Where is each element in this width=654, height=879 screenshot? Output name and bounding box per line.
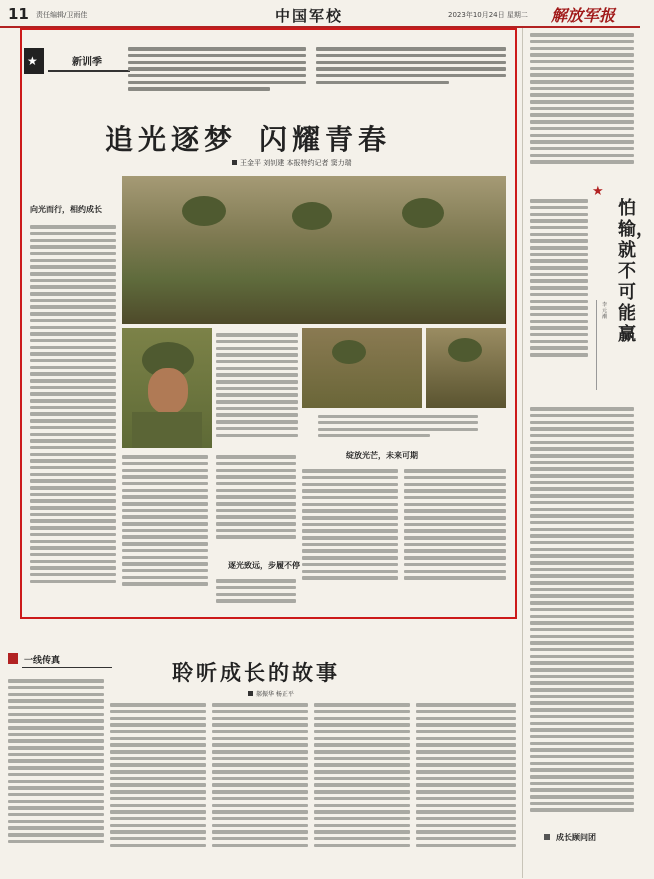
right-column-title: 怕输，就不可能赢 bbox=[618, 198, 654, 345]
tag-bar bbox=[8, 653, 18, 664]
headline-part-1: 追光逐梦 bbox=[105, 123, 238, 156]
training-photo-right bbox=[426, 328, 506, 408]
helmet-shape bbox=[292, 202, 332, 230]
masthead: 中国军校 bbox=[275, 7, 344, 25]
page-header bbox=[0, 0, 640, 26]
byline-text: 王金平 刘钊建 本报特约记者 窦力瑞 bbox=[240, 159, 352, 167]
helmet-shape bbox=[448, 338, 482, 362]
soldier-portrait-photo bbox=[122, 328, 212, 448]
column-5-text bbox=[404, 466, 506, 583]
column-3b-text bbox=[216, 576, 296, 606]
subhead-middle: 逐光致远，步履不停 bbox=[228, 561, 300, 570]
right-column-body-text bbox=[530, 404, 634, 815]
section-tag-label: 新训季 bbox=[72, 57, 102, 68]
helmet-shape bbox=[182, 196, 226, 226]
intro-text-right bbox=[316, 44, 506, 87]
column-1-text bbox=[30, 222, 116, 586]
right-column-byline: 李元潮 bbox=[602, 302, 608, 320]
tag-underline bbox=[22, 667, 112, 668]
red-star-icon: ★ bbox=[592, 184, 604, 199]
subhead-left: 向光而行，相约成长 bbox=[30, 205, 102, 214]
right-column-side-text bbox=[530, 196, 588, 360]
helmet-shape bbox=[332, 340, 366, 364]
right-column-top-text bbox=[530, 30, 634, 167]
section-tag-xinxunji bbox=[24, 48, 116, 74]
column-3-text bbox=[216, 452, 296, 542]
face-shape bbox=[148, 368, 188, 414]
frontline-tag-label: 一线传真 bbox=[24, 656, 61, 666]
editor-line: 责任编辑/卫雨佳 bbox=[36, 11, 88, 19]
feature-headline bbox=[105, 118, 391, 158]
headline-part-2: 闪耀青春 bbox=[259, 123, 392, 156]
feature-byline bbox=[232, 158, 352, 168]
photo-caption bbox=[318, 412, 478, 440]
training-photo-center bbox=[302, 328, 422, 408]
star-icon: ★ bbox=[27, 54, 38, 68]
tag-square-icon bbox=[544, 834, 550, 840]
column-divider bbox=[522, 28, 523, 878]
tag-underline bbox=[48, 70, 130, 72]
uniform-shape bbox=[132, 412, 202, 448]
date-line: 2023年10月24日 星期二 bbox=[448, 11, 528, 19]
byline-square-icon bbox=[248, 691, 253, 696]
training-photo-top bbox=[122, 176, 506, 324]
story2-column-3 bbox=[212, 700, 308, 850]
column-4-text bbox=[302, 466, 398, 583]
story2-column-5 bbox=[416, 700, 516, 850]
growth-advisors-label: 成长顾问团 bbox=[556, 833, 596, 842]
byline-square-icon bbox=[232, 160, 237, 165]
helmet-shape bbox=[402, 198, 444, 228]
title-divider bbox=[596, 300, 597, 390]
story2-column-2 bbox=[110, 700, 206, 850]
column-2-upper-text bbox=[216, 330, 298, 440]
page-number: 11 bbox=[8, 5, 29, 23]
story2-byline-text: 郝振华 杨正平 bbox=[256, 691, 294, 698]
newspaper-logo: 解放军报 bbox=[551, 6, 616, 25]
subhead-right: 绽放光芒，未来可期 bbox=[346, 451, 418, 460]
story2-column-1 bbox=[8, 676, 104, 846]
column-2-lower-text bbox=[122, 452, 208, 589]
story2-column-4 bbox=[314, 700, 410, 850]
story2-byline bbox=[248, 689, 294, 698]
story2-headline: 聆听成长的故事 bbox=[172, 660, 340, 685]
intro-text-left bbox=[128, 44, 306, 94]
